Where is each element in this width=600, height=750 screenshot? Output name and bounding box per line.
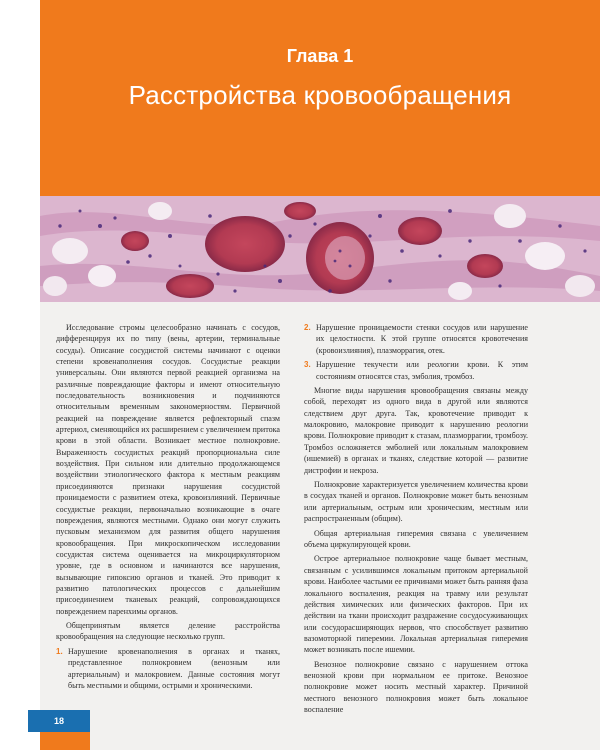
page-number: 18 [28, 710, 90, 732]
paragraph: Многие виды нарушения кровообращения связаны между собой, переходят из одного вида в другой или являются следствием друг друга. Так, кровотечение приводит к малокровию, малокровие приводит к нарушению реологии крови. Полнокровие приводит к стазам, плазморрагии, тромбозу. Тромбоз осложняется эмболией или локальным малокровием (ишемией) в органах и тканях, следствие которой — развитие дистрофии и некроза. [304, 386, 528, 475]
histology-micrograph [40, 196, 600, 302]
histology-image [40, 196, 600, 302]
list-number: 2. [304, 323, 311, 332]
chapter-label: Глава 1 [286, 46, 354, 66]
paragraph: Исследование стромы целесообразно начинать с сосудов, дифференцируя их по типу (вены, артерии, терминальные сосуды). Описание сосудистой системы начинают с оценки степени кровенаполнения сосудов. Сосудистые реакции универсальны. Они являются первой реакцией организма на различные повреждающие факторы и имеют относительную последовательность возникновения и подчиняются относительным временным закономерностям. Первичной реакцией на повреждение является рефлекторный спазм артериол, сменяющийся их расширением с увеличением притока крови в этой области. Возникает местное полнокровие. Выраженность сосудистых реакций пропорциональна силе воздействия. При сильном или длительно продолжающемся воздействии этиологического фактора к местным реакциям присоединяются признаки нарушения сосудистой проницаемости с развитием отека, кровоизлияний. Первичные сосудистые реакции, первоначально возникающие в очаге повреждения, являются местными. Однако они могут служить пусковым механизмом для развития общего нарушения кровообращения. При микроскопическом исследовании сосудистая система оценивается на микроциркуляторном уровне, где в основном и начинаются все нарушения, вызывающие гипоксию органов и тканей. Это приводит к развитию патологических процессов с дальнейшим присоединением тканевых реакций, сопровождающихся повреждением паренхимы органов. [56, 323, 280, 616]
list-text: Нарушение проницаемости стенки сосудов или нарушение их целостности. К этой группе относятся кровотечения (кровоизлияния), плазморрагия, отек. [316, 323, 528, 355]
footer-accent [40, 732, 90, 750]
list-text: Нарушение кровенаполнения в органах и тканях, представленное полнокровием (венозным или артериальным) и малокровием. Данные состояния могут быть местными и общими, острыми и хроническими. [68, 647, 280, 691]
paragraph: Венозное полнокровие связано с нарушением оттока венозной крови при нормальном ее притоке. Венозное полнокровие может носить местный характер. Причиной местного венозного полнокровия может быть локальное воспаление [304, 659, 528, 715]
list-number: 1. [56, 647, 63, 656]
chapter-title: Расстройства кровообращения [128, 80, 512, 110]
chapter-header [40, 0, 600, 196]
left-column [56, 322, 280, 695]
right-column [304, 322, 528, 719]
paragraph: Острое артериальное полнокровие чаще бывает местным, связанным с усилившимся локальным притоком артериальной крови. Наиболее частыми ее причинами может быть ранняя фаза локального воспаления, реакция на травму или результат действия химических или физических факторов. При их действии на ткани происходит раздражение сосудосуживающих или сосудорасширяющих нервов, что способствует развитию вазомоторной гиперемии. Локальная артериальная гиперемия может возникать после ишемии. [304, 554, 528, 655]
paragraph: Общая артериальная гиперемия связана с увеличением объема циркулирующей крови. [304, 528, 528, 549]
list-item [56, 646, 280, 691]
paragraph: Полнокровие характеризуется увеличением количества крови в сосудах тканей и органов. Полнокровие может быть венозным или артериальным, острым или хроническим, местным или распространенным (общим). [304, 480, 528, 524]
list-item [304, 322, 528, 356]
paragraph: Общепринятым является деление расстройства кровообращения на следующие несколько групп. [56, 621, 280, 642]
list-text: Нарушение текучести или реологии крови. К этим состояниям относятся стаз, эмболия, тромбоз. [316, 360, 528, 381]
list-item [304, 359, 528, 382]
list-number: 3. [304, 360, 311, 370]
